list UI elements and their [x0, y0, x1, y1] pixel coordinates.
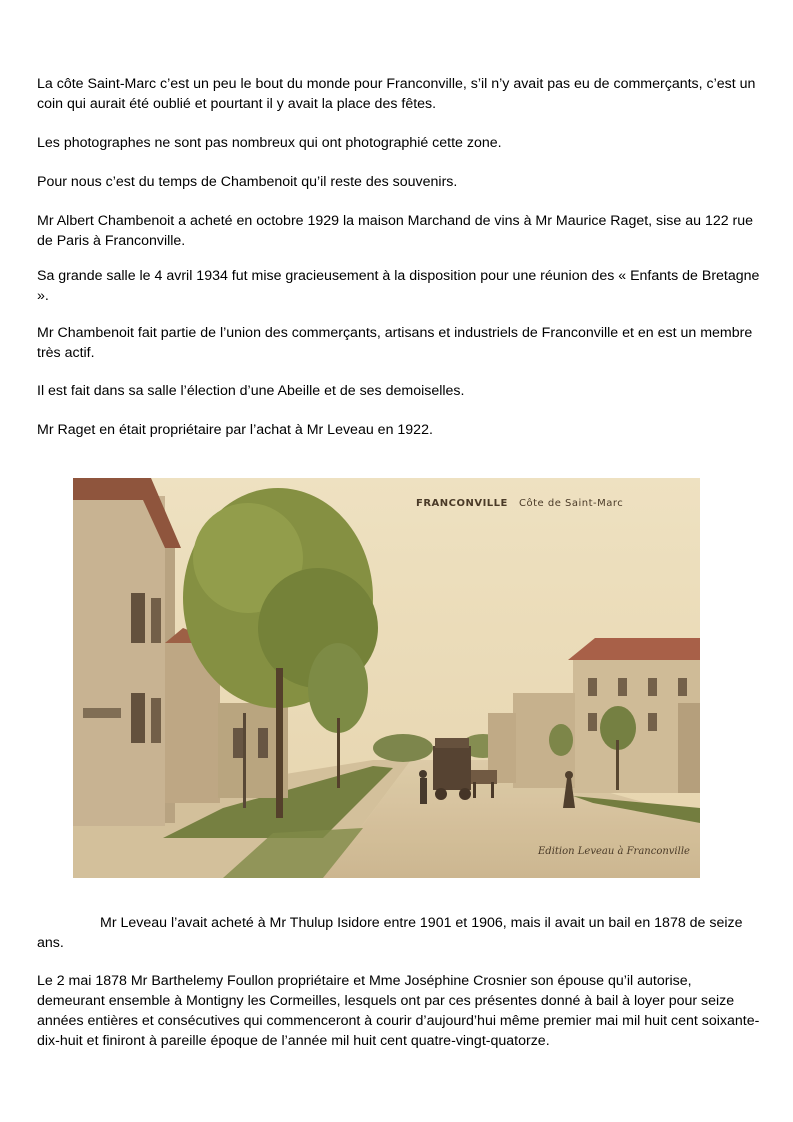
paragraph-great-hall: Sa grande salle le 4 avril 1934 fut mise gracieusement à la disposition pour une réunion des « Enfants de Bretagne ». [37, 268, 760, 304]
postcard-title-left: FRANCONVILLE [416, 498, 508, 509]
paragraph-bail-1878: Le 2 mai 1878 Mr Barthelemy Foullon propriétaire et Mme Joséphine Crosnier son épouse qu’il autorise, demeurant ensemble à Montigny les Cormeilles, lesquels ont par ces présentes donné à bail à loyer pour seize années entières et consécutives qui commenceront à courir d’aujourd’hui même premier mai mil huit cent soixante-dix-huit et finiront à pareille époque de l’année mil huit cent quatre-vingt-quatorze. [37, 973, 760, 1049]
paragraph-leveau-thulup: Mr Leveau l’avait acheté à Mr Thulup Isidore entre 1901 et 1906, mais il avait un bail en 1878 de seize ans. [37, 915, 743, 951]
paragraph-intro: La côte Saint-Marc c’est un peu le bout du monde pour Franconville, s’il n’y avait pas eu de commerçants, c’est un coin qui aurait été oublié et pourtant il y avait la place des fêtes. [37, 76, 756, 112]
paragraph-union-member: Mr Chambenoit fait partie de l’union des commerçants, artisans et industriels de Franconville et en est un membre très actif. [37, 325, 753, 361]
paragraph-chambenoit-memories: Pour nous c’est du temps de Chambenoit qu’il reste des souvenirs. [37, 174, 458, 190]
postcard-illustration [73, 478, 700, 878]
paragraph-photographers: Les photographes ne sont pas nombreux qui ont photographié cette zone. [37, 135, 502, 151]
postcard-edition-label: Edition Leveau à Franconville [538, 846, 690, 857]
paragraph-chambenoit-purchase: Mr Albert Chambenoit a acheté en octobre 1929 la maison Marchand de vins à Mr Maurice Raget, sise au 122 rue de Paris à Franconville. [37, 213, 754, 249]
postcard-title-right: Côte de Saint-Marc [519, 498, 624, 509]
paragraph-abeille-election: Il est fait dans sa salle l’élection d’une Abeille et de ses demoiselles. [37, 383, 465, 399]
postcard-image [73, 478, 700, 878]
paragraph-raget-owner: Mr Raget en était propriétaire par l’achat à Mr Leveau en 1922. [37, 422, 433, 438]
